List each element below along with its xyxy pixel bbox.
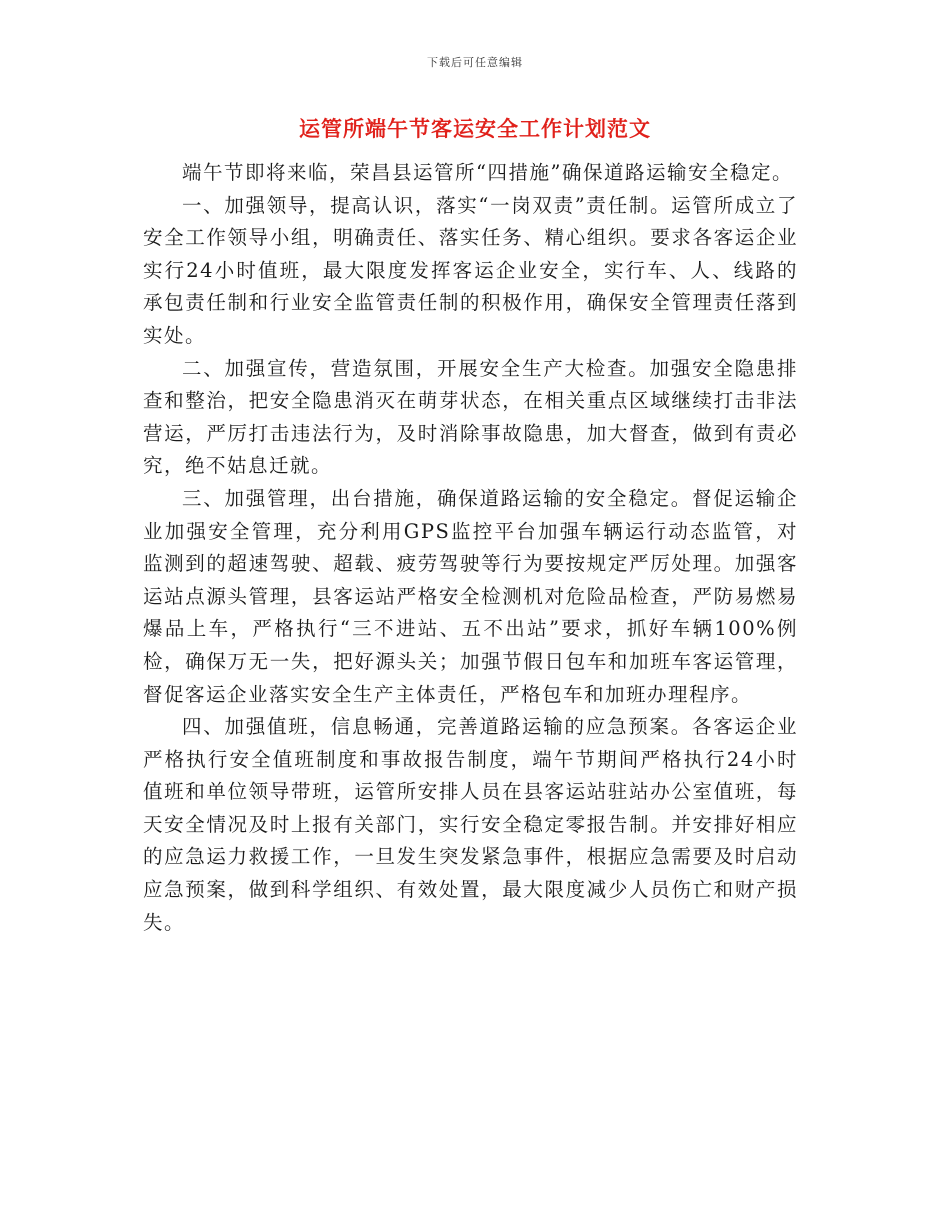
intro-paragraph: 端午节即将来临，荣昌县运管所“四措施”确保道路运输安全稳定。 xyxy=(182,161,793,184)
section-1-paragraph: 一、加强领导，提高认识，落实“一岗双责”责任制。运管所成立了安全工作领导小组，明确责任、落实任务、精心组织。要求各客运企业实行24小时值班，最大限度发挥客运企业安全，实行车、人、线路的承包责任制和行业安全监管责任制的积极作用，确保安全管理责任落到实处。 xyxy=(143,193,798,347)
document-title: 运管所端午节客运安全工作计划范文 xyxy=(299,116,651,141)
section-4-paragraph: 四、加强值班，信息畅通，完善道路运输的应急预案。各客运企业严格执行安全值班制度和事故报告制度，端午节期间严格执行24小时值班和单位领导带班，运管所安排人员在县客运站驻站办公室值班，每天安全情况及时上报有关部门，实行安全稳定零报告制。并安排好相应的应急运力救援工作，一旦发生突发紧急事件，根据应急需要及时启动应急预案，做到科学组织、有效处置，最大限度减少人员伤亡和财产损失。 xyxy=(143,715,798,934)
section-2-paragraph: 二、加强宣传，营造氛围，开展安全生产大检查。加强安全隐患排查和整治，把安全隐患消灭在萌芽状态，在相关重点区域继续打击非法营运，严厉打击违法行为，及时消除事故隐患，加大督查，做到有责必究，绝不姑息迁就。 xyxy=(143,356,798,478)
header-note: 下载后可任意编辑 xyxy=(427,56,523,69)
section-3-paragraph: 三、加强管理，出台措施，确保道路运输的安全稳定。督促运输企业加强安全管理，充分利用GPS监控平台加强车辆运行动态监管，对监测到的超速驾驶、超载、疲劳驾驶等行为要按规定严厉处理。加强客运站点源头管理，县客运站严格安全检测机对危险品检查，严防易燃易爆品上车，严格执行“三不进站、五不出站”要求，抓好车辆100%例检，确保万无一失，把好源头关；加强节假日包车和加班车客运管理，督促客运企业落实安全生产主体责任，严格包车和加班办理程序。 xyxy=(143,486,798,706)
document-body xyxy=(143,157,798,939)
